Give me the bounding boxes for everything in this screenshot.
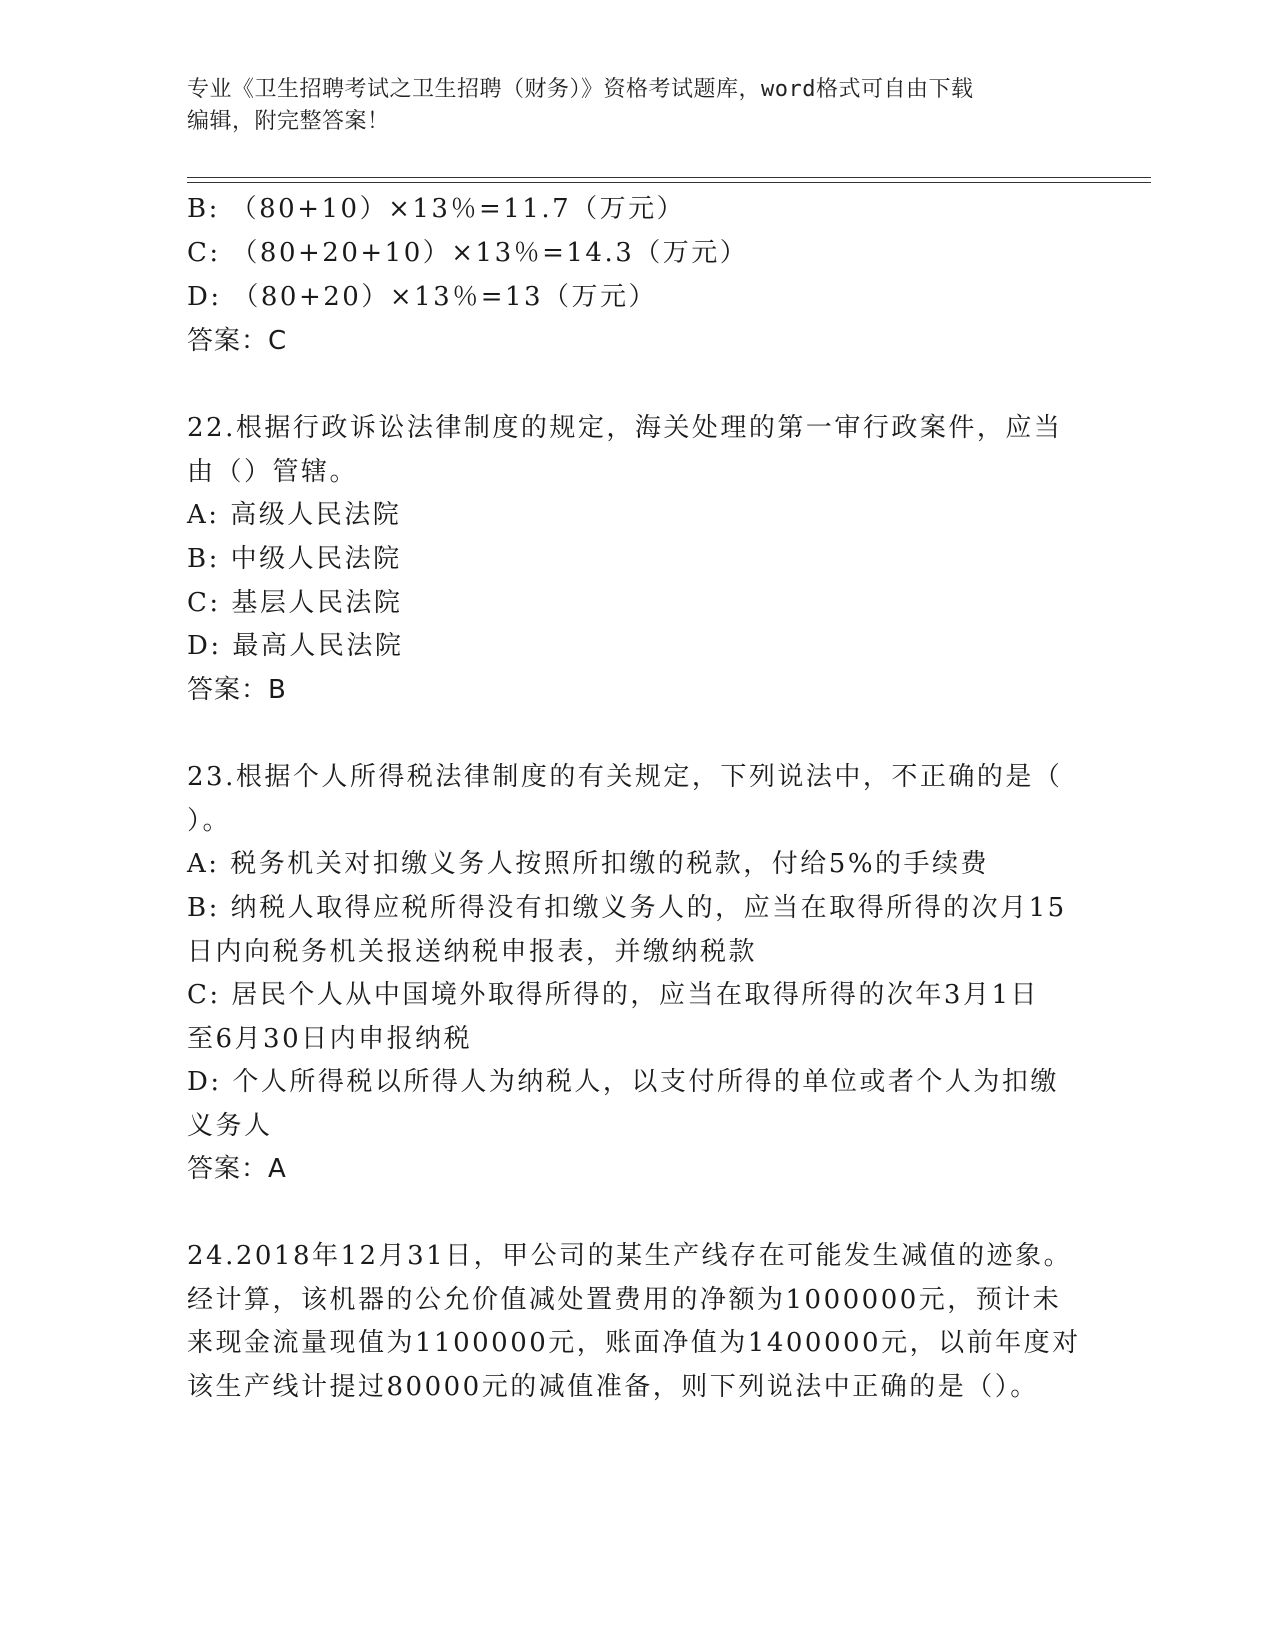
q23-option-b-line-1: B: 纳税人取得应税所得没有扣缴义务人的，应当在取得所得的次月15 [187, 893, 1067, 923]
q22-option-a: A: 高级人民法院 [187, 500, 402, 530]
q22-stem-line-1: 22.根据行政诉讼法律制度的规定，海关处理的第一审行政案件，应当 [187, 413, 1063, 443]
q24-stem-line-4: 该生产线计提过80000元的减值准备，则下列说法中正确的是（）。 [187, 1372, 1039, 1402]
q21-answer: 答案：C [187, 326, 288, 356]
q22-stem-line-2: 由（）管辖。 [187, 457, 359, 487]
q22-option-b: B: 中级人民法院 [187, 544, 402, 574]
q23-answer: 答案：A [187, 1154, 287, 1184]
header-divider-bottom [187, 182, 1151, 183]
q23-option-d-line-2: 义务人 [187, 1111, 273, 1141]
q24-stem-line-3: 来现金流量现值为1100000元，账面净值为1400000元，以前年度对 [187, 1328, 1081, 1358]
header-divider-top [187, 177, 1151, 178]
header-line-2: 编辑，附完整答案！ [187, 109, 390, 134]
q23-option-a: A: 税务机关对扣缴义务人按照所扣缴的税款，付给5%的手续费 [187, 849, 990, 879]
q23-option-b-line-2: 日内向税务机关报送纳税申报表，并缴纳税款 [187, 937, 758, 967]
q22-answer: 答案：B [187, 675, 287, 705]
q23-option-c-line-1: C: 居民个人从中国境外取得所得的，应当在取得所得的次年3月1日 [187, 980, 1040, 1010]
q23-stem-line-1: 23.根据个人所得税法律制度的有关规定，下列说法中，不正确的是（ [187, 762, 1063, 792]
q24-stem-line-1: 24.2018年12月31日，甲公司的某生产线存在可能发生减值的迹象。 [187, 1241, 1073, 1271]
q23-stem-line-2: ）。 [187, 806, 232, 836]
q21-option-d: D: （80+20）×13％=13（万元） [187, 282, 658, 312]
q21-option-c: C: （80+20+10）×13％=14.3（万元） [187, 238, 749, 268]
q22-option-c: C: 基层人民法院 [187, 588, 403, 618]
q24-stem-line-2: 经计算，该机器的公允价值减处置费用的净额为1000000元，预计未 [187, 1285, 1062, 1315]
q23-option-d-line-1: D: 个人所得税以所得人为纳税人，以支付所得的单位或者个人为扣缴 [187, 1067, 1059, 1097]
q21-option-b: B: （80+10）×13％=11.7（万元） [187, 194, 686, 224]
q22-option-d: D: 最高人民法院 [187, 631, 404, 661]
document-header [187, 74, 1087, 138]
header-line-1: 专业《卫生招聘考试之卫生招聘（财务）》资格考试题库，word格式可自由下载 [187, 77, 974, 102]
q23-option-c-line-2: 至6月30日内申报纳税 [187, 1024, 473, 1054]
